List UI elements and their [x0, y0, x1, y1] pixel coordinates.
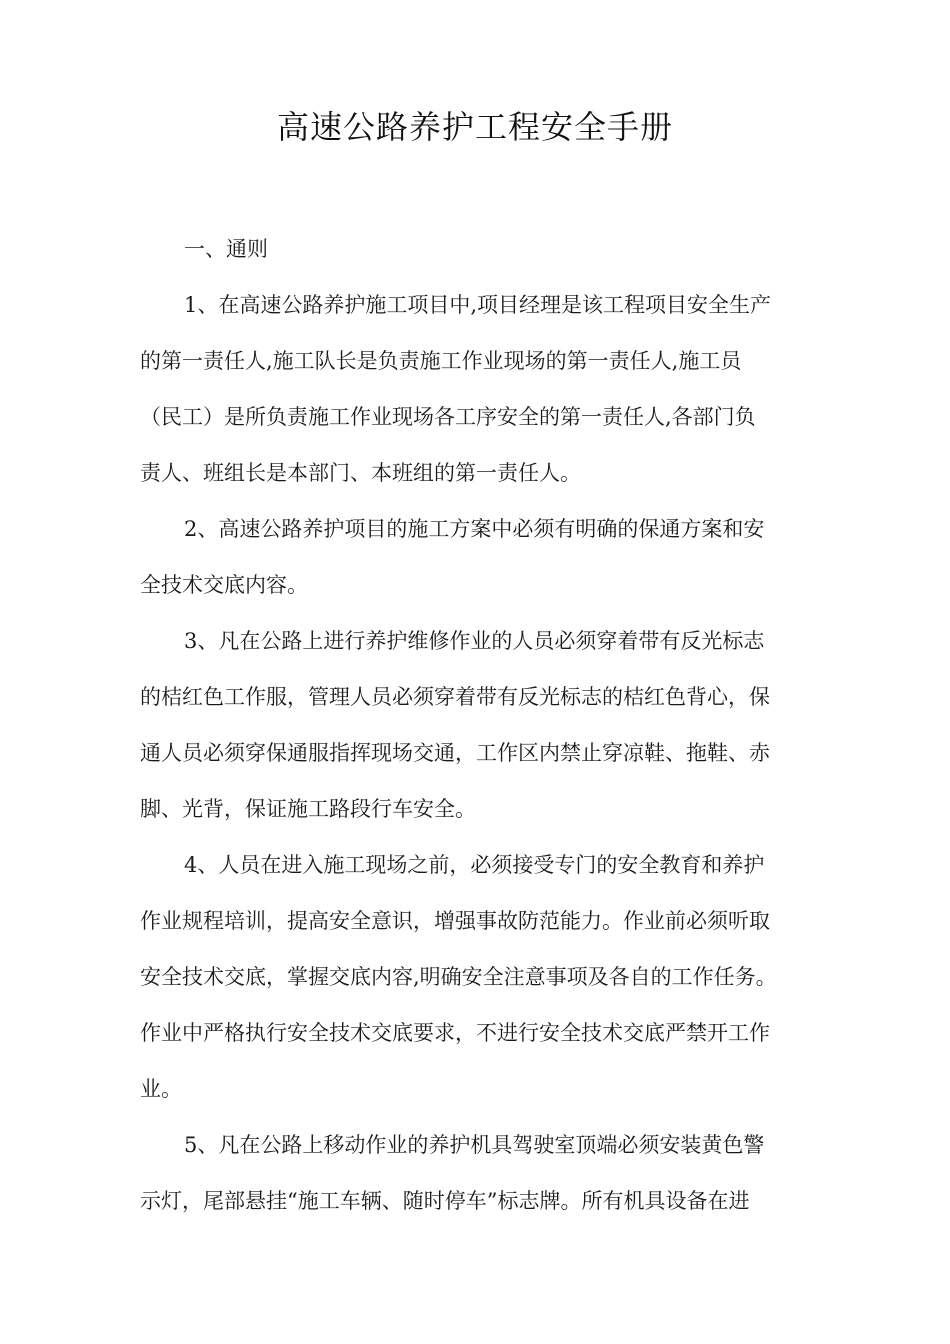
paragraph-line: 通人员必须穿保通服指挥现场交通，工作区内禁止穿凉鞋、拖鞋、赤: [140, 741, 770, 765]
paragraph-line: 作业中严格执行安全技术交底要求，不进行安全技术交底严禁开工作: [140, 1021, 770, 1045]
paragraph-line: （民工）是所负责施工作业现场各工序安全的第一责任人,各部门负: [140, 405, 756, 429]
document-title: 高速公路养护工程安全手册: [276, 108, 673, 146]
paragraph-line: 全技术交底内容。: [140, 573, 308, 597]
paragraph-line: 脚、光背，保证施工路段行车安全。: [140, 797, 476, 821]
section-heading: 一、通则: [184, 237, 268, 261]
paragraph-line: 1、在高速公路养护施工项目中,项目经理是该工程项目安全生产: [184, 293, 772, 317]
document-body: [140, 221, 845, 1229]
paragraph-5: [140, 1117, 845, 1229]
paragraph-line: 的第一责任人,施工队长是负责施工作业现场的第一责任人,施工员: [140, 349, 742, 373]
paragraph-2: [140, 501, 845, 613]
paragraph-line: 作业规程培训，提高安全意识，增强事故防范能力。作业前必须听取: [140, 909, 770, 933]
paragraph-line: 5、凡在公路上移动作业的养护机具驾驶室顶端必须安装黄色警: [184, 1133, 765, 1157]
paragraph-line: 业。: [140, 1077, 182, 1101]
paragraph-line: 安全技术交底，掌握交底内容,明确安全注意事项及各自的工作任务。: [140, 965, 777, 989]
paragraph-line: 3、凡在公路上进行养护维修作业的人员必须穿着带有反光标志: [184, 629, 765, 653]
paragraph-line: 4、人员在进入施工现场之前，必须接受专门的安全教育和养护: [184, 853, 765, 877]
paragraph-1: [140, 277, 845, 501]
paragraph-line: 2、高速公路养护项目的施工方案中必须有明确的保通方案和安: [184, 517, 765, 541]
paragraph-line: 的桔红色工作服，管理人员必须穿着带有反光标志的桔红色背心，保: [140, 685, 770, 709]
paragraph-line: 责人、班组长是本部门、本班组的第一责任人。: [140, 461, 581, 485]
paragraph-4: [140, 837, 845, 1117]
paragraph-3: [140, 613, 845, 837]
paragraph-line: 示灯，尾部悬挂“施工车辆、随时停车”标志牌。所有机具设备在进: [140, 1189, 750, 1213]
